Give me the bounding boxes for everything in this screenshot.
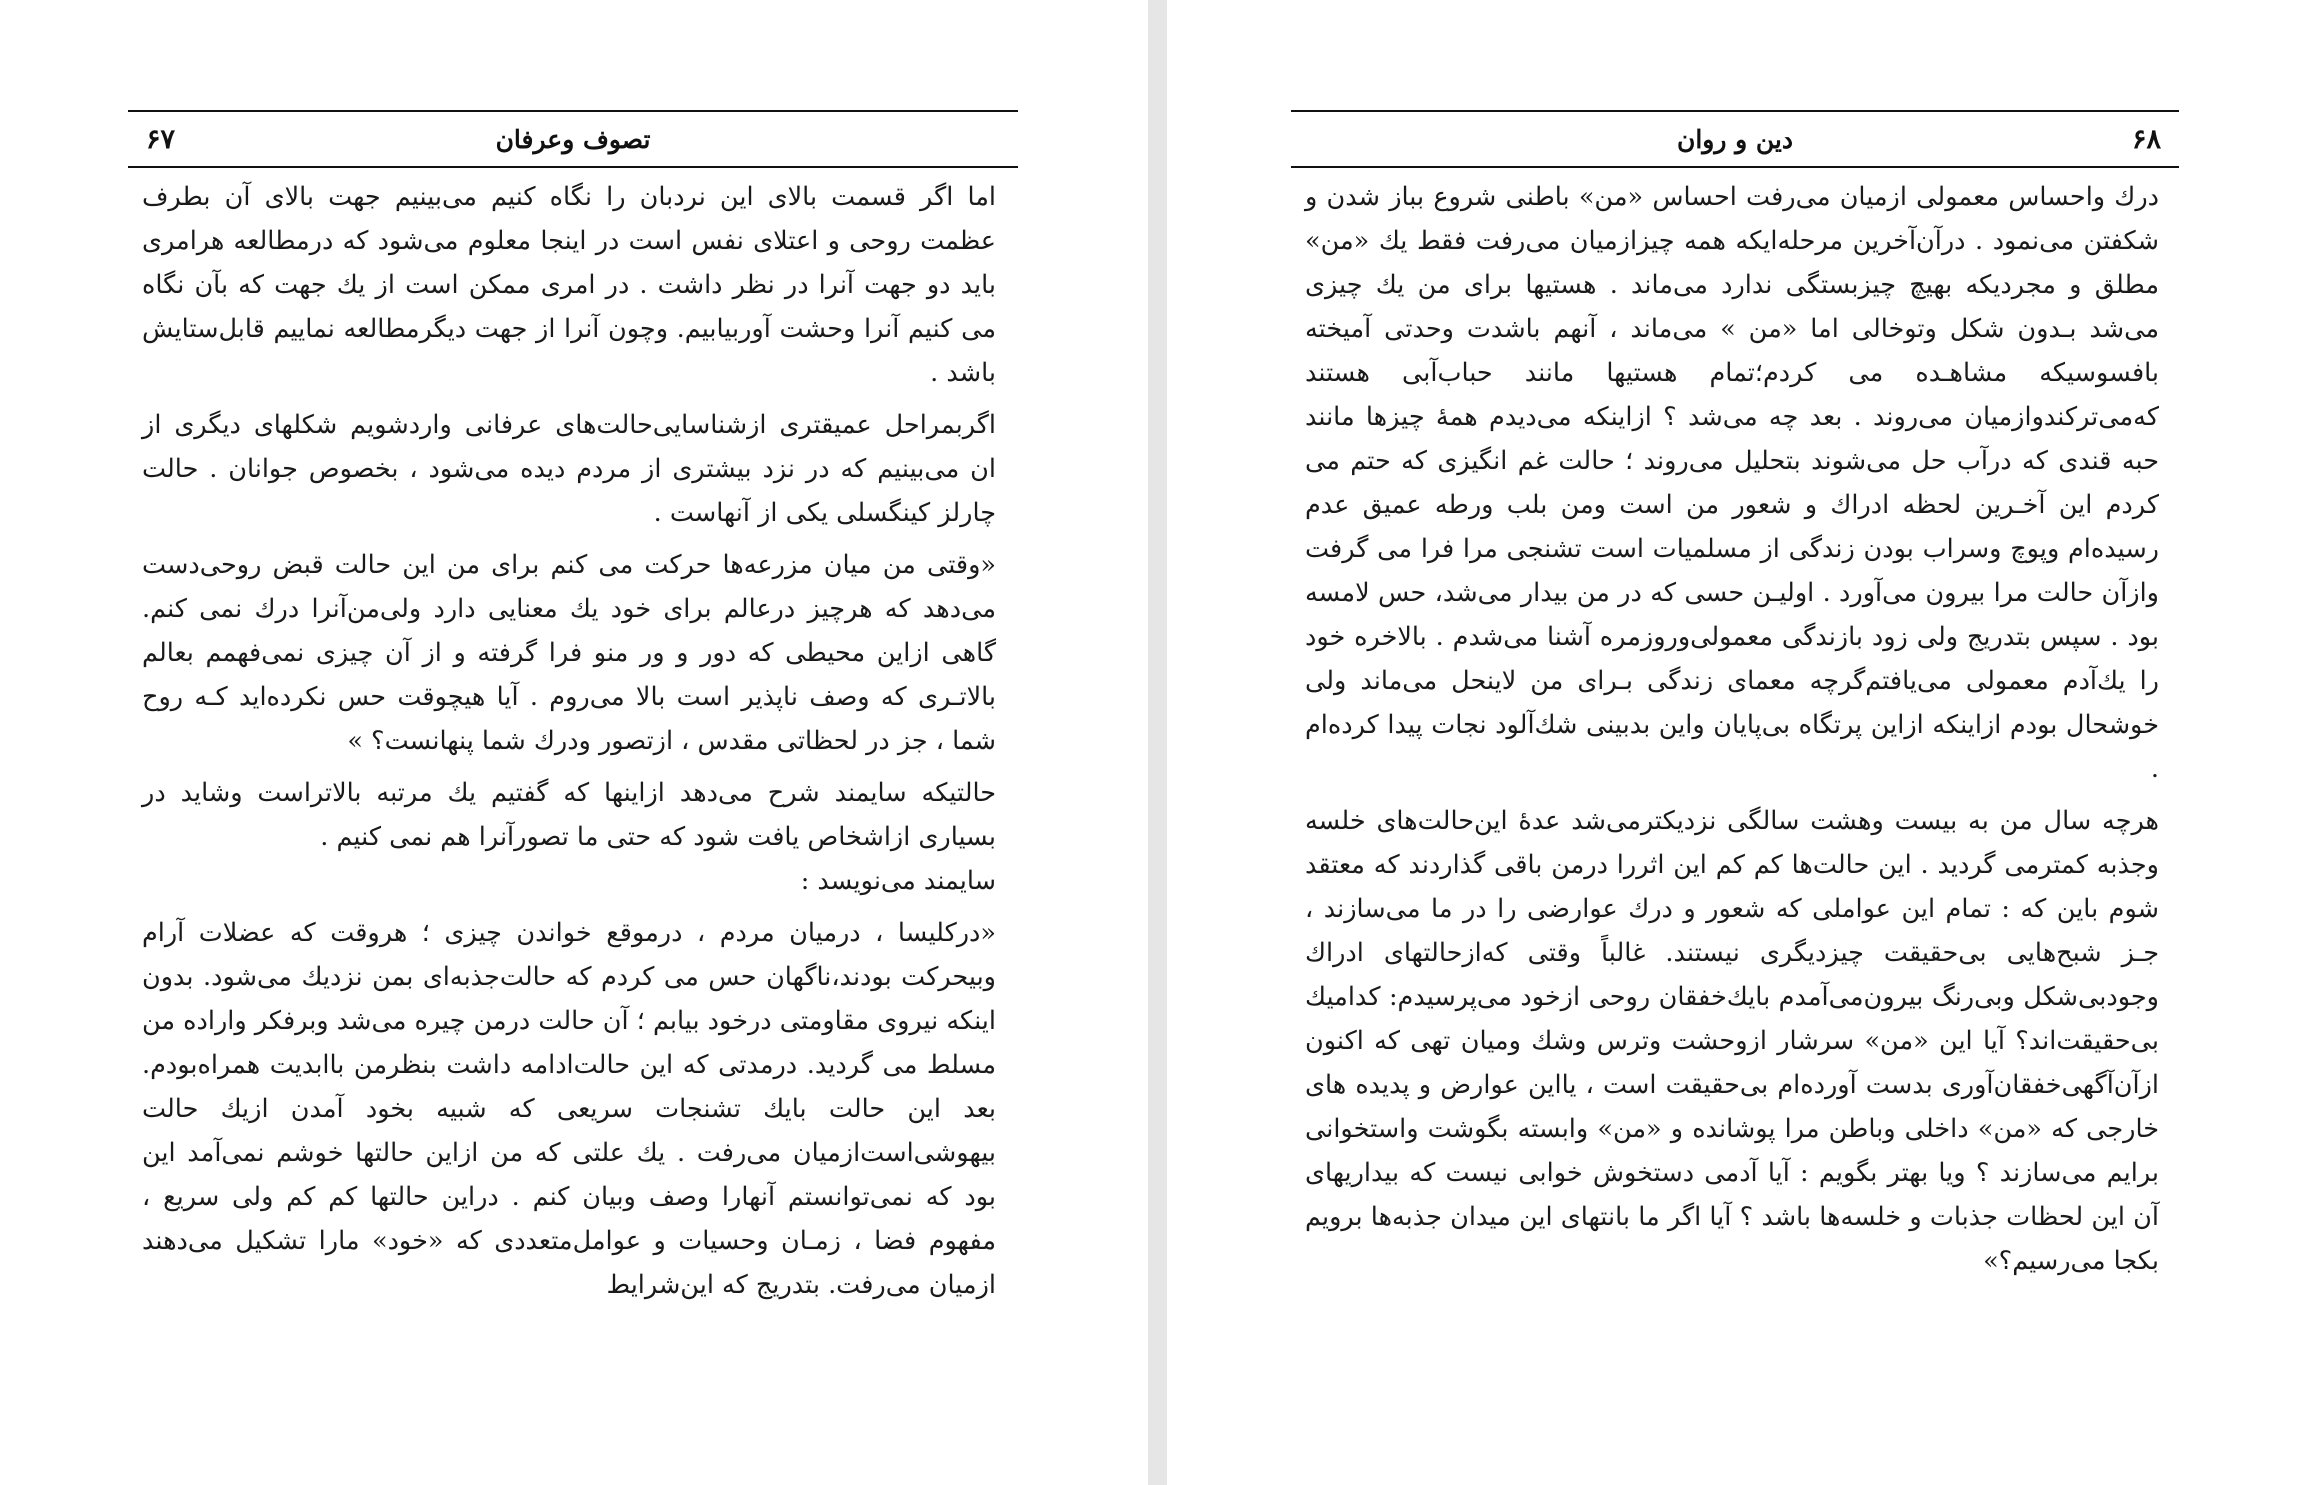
paragraph: درك واحساس معمولی ازمیان می‌رفت احساس «من» باطنی شروع بباز شدن و شکفتن می‌نمود . درآن‌آخرین مرحله‌ایکه همه چیزازمیان می‌رفت فقط یك «من» مطلق و مجردیکه بهیچ چیزبستگی ندارد می‌ماند . هستیها برای من یك چیزی می‌شد بـدون شکل وتوخالی اما «من » می‌ماند ، آنهم باشدت وحدتی آمیخته بافسوسیکه مشاهـده می کردم؛تمام هستیها مانند حباب‌آبی هستند که‌می‌ترکندوازمیان می‌روند . بعد چه می‌شد ؟ ازاینکه می‌دیدم همهٔ چیزها مانند حبه قندی که درآب حل می‌شوند بتحلیل می‌روند ؛ حالت غم انگیزی که حتم می کردم این آخـرین لحظه ادراك و شعور من است ومن بلب ورطه عمیق عدم رسیده‌ام وپوچ وسراب بودن زندگی از مسلمیات است تشنجی مرا فرا می گرفت وازآن حالت مرا بیرون می‌آورد . اولیـن حسی که در من بیدار می‌شد، حس لامسه بود . سپس بتدریج ولی زود بازندگی معمولی‌وروزمره آشنا می‌شدم . بالاخره خود را یك‌آدم معمولی می‌یافتم‌گرچه معمای زندگی بـرای من لاینحل می‌ماند ولی خوشحال بودم ازاینکه ازاین پرتگاه بی‌پایان واین بدبینی شك‌آلود نجات پیدا کرده‌ام . (1305, 182, 2159, 784)
paragraph: حالتیکه سایمند شرح می‌دهد ازاینها که گفتیم یك مرتبه بالاتراست وشاید در بسیاری ازاشخاص یافت شود که حتی ما تصورآنرا هم نمی کنیم . (142, 778, 996, 852)
right-page (1167, 0, 2314, 1485)
page-header (128, 110, 1018, 168)
left-page (0, 0, 1148, 1485)
page-header (1291, 110, 2179, 168)
quote-paragraph: «وقتی من میان مزرعه‌ها حرکت می کنم برای من این حالت قبض روحی‌دست می‌دهد که هرچیز درعالم برای خود یك معنایی دارد ولی‌من‌آنرا درك نمی کنم. گاهی ازاین محیطی که دور و ور منو فرا گرفته و از آن چیزی نمی‌فهمم بعالم بالاتـری که وصف ناپذیر است بالا می‌روم . آیا هیچوقت حس نکرده‌اید کـه روح شما ، جز در لحظاتی مقدس ، ازتصور ودرك شما پنهانست؟ » (142, 550, 996, 756)
page-body (142, 175, 996, 1307)
paragraph: اگربمراحل عمیقتری ازشناسایی‌حالت‌های عرفانی واردشویم شکلهای دیگری از ان می‌بینیم که در نزد بیشتری از مردم دیده می‌شود ، بخصوص جوانان . حالت چارلز کینگسلی یکی از آنهاست . (142, 410, 996, 528)
page-number: ۶۷ (146, 123, 176, 155)
running-title: دین و روان (1676, 124, 1794, 154)
paragraph: هرچه سال من به بیست وهشت سالگی نزدیکترمی‌شد عدهٔ این‌حالت‌های خلسه وجذبه کمترمی گردید . این حالت‌ها کم کم این اثررا درمن باقی گذاردند که معتقد شوم باین که : تمام این عواملی که شعور و درك عوارضی را در ما می‌سازند ، جـز شبح‌هایی بی‌حقیقت چیزدیگری نیستند. غالباً وقتی کەازحالتهای ادراك وجودبی‌شکل وبی‌رنگ بیرون‌می‌آمدم بایك‌خفقان روحی ازخود می‌پرسیدم: کدامیك بی‌حقیقت‌اند؟ آیا این «من» سرشار ازوحشت وترس وشك ومیان تهی که اکنون ازآن‌آگهی‌خفقان‌آوری بدست آورده‌ام بی‌حقیقت است ، یااین عوارض و پدیده های خارجی که «من» داخلی وباطن مرا پوشانده و «من» وابسته بگوشت واستخوانی برایم می‌سازند ؟ ویا بهتر بگویم : آیا آدمی دستخوش خوابی نیست که بیداریهای آن این لحظات جذبات و خلسه‌ها باشد ؟ آیا اگر ما بانتهای این میدان جذبه‌ها برویم بکجا می‌رسیم؟» (1305, 806, 2159, 1276)
quote-paragraph: «درکلیسا ، درمیان مردم ، درموقع خواندن چیزی ؛ هروقت که عضلات آرام وبیحرکت بودند،ناگهان حس می کردم که حالت‌جذبه‌ای بمن نزدیك می‌شود. بدون اینکه نیروی مقاومتی درخود بیابم ؛ آن حالت درمن چیره می‌شد وبرفکر واراده من مسلط می گردید. درمدتی که این حالت‌ادامه داشت بنظرمن باابدیت همراه‌بودم. بعد این حالت بایك تشنجات سریعی که شبیه بخود آمدن ازیك حالت بیهوشی‌است‌ازمیان می‌رفت . یك علتی که من ازاین حالتها خوشم نمی‌آمد این بود که نمی‌توانستم آنهارا وصف وبیان کنم . دراین حالتها کم کم ولی سریع ، مفهوم فضا ، زمـان وحسیات و عوامل‌متعددی که «خود» مارا تشکیل می‌دهند ازمیان می‌رفت. بتدریج که این‌شرایط (142, 918, 996, 1300)
paragraph: سایمند می‌نویسد : (800, 866, 996, 896)
running-title: تصوف وعرفان (495, 124, 651, 154)
paragraph: اما اگر قسمت بالای این نردبان را نگاه کنیم می‌بینیم جهت بالای آن بطرف عظمت روحی و اعتلای نفس است در اینجا معلوم می‌شود که درمطالعه هرامری باید دو جهت آنرا در نظر داشت . در امری ممکن است از یك جهت که بآن نگاه می کنیم آنرا وحشت آوربیابیم. وچون آنرا از جهت دیگرمطالعه نماییم قابل‌ستایش باشد . (142, 182, 996, 388)
page-body (1305, 175, 2159, 1283)
page-number: ۶۸ (2131, 123, 2161, 155)
